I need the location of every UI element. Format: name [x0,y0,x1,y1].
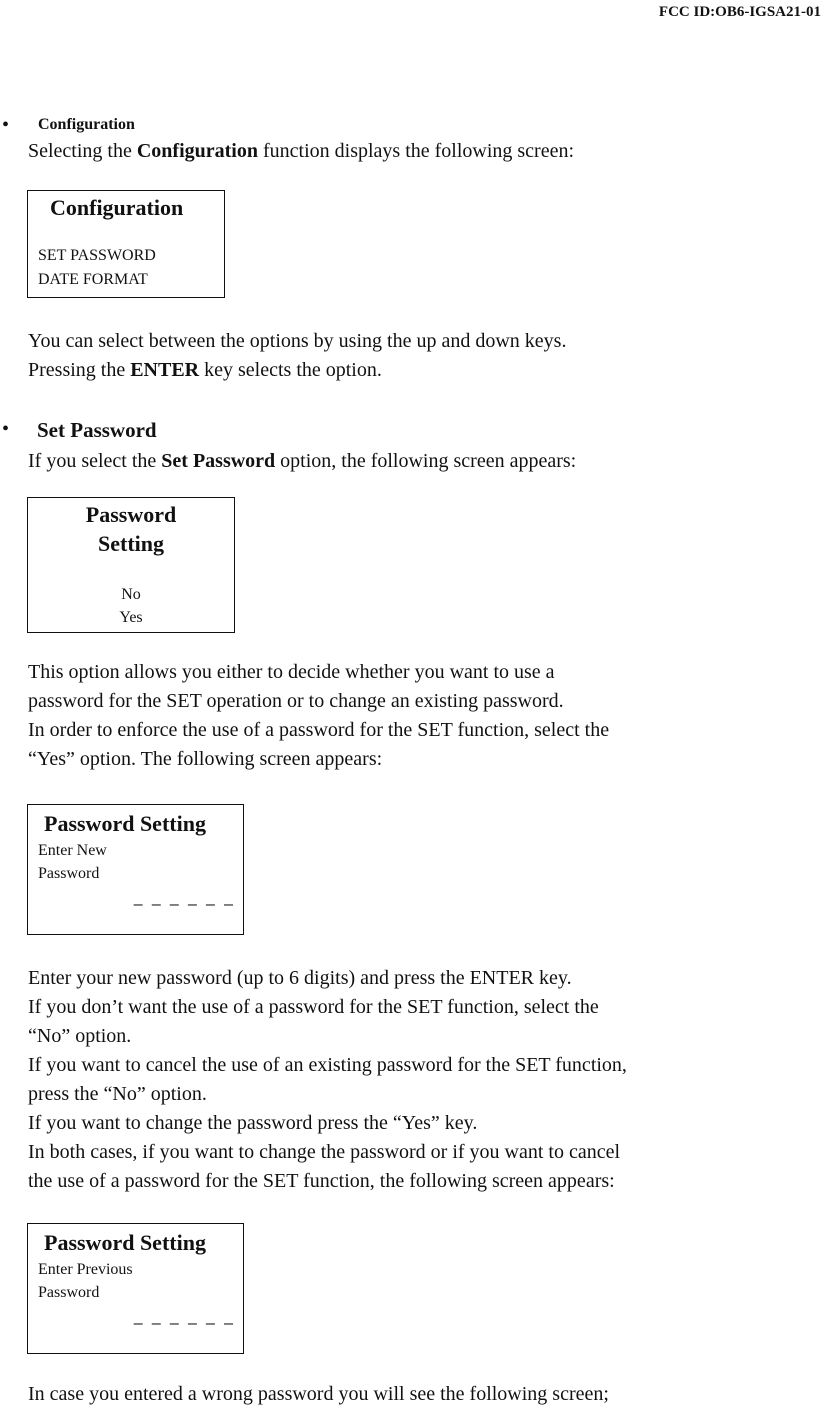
text-line: the use of a password for the SET function, the following screen appears: [28,1170,615,1192]
screen-title: Configuration [50,195,184,220]
password-digit-placeholder: – – – – – – [133,1314,233,1332]
screen-title: Password Setting [44,1230,206,1255]
heading-set-password: Set Password [37,418,157,442]
text-line: In order to enforce the use of a password for the SET function, select the [28,719,610,741]
text-line: Enter your new password (up to 6 digits) and press the ENTER key. [28,967,572,989]
screen-line: Password [38,1284,100,1301]
password-setting-screen [27,497,235,633]
text-line: In both cases, if you want to change the password or if you want to cancel [28,1141,621,1163]
text-bold: ENTER [130,359,200,381]
text-line: “No” option. [28,1025,132,1047]
screen-title-line2: Setting [98,531,164,556]
text-line: password for the SET operation or to change an existing password. [28,690,564,712]
set-password-intro [28,447,576,475]
bullet-set-password: • [2,418,10,440]
intro-text: function displays the following screen: [257,140,575,162]
fcc-id-header: FCC ID:OB6-IGSA21-01 [658,4,821,20]
option-yes: Yes [119,609,143,626]
option-date-format: DATE FORMAT [38,271,148,288]
screen-line: Password [38,865,100,882]
intro-text: Selecting the [28,140,137,162]
text-line [28,356,566,385]
password-digit-placeholder: – – – – – – [133,895,233,913]
configuration-intro [28,137,574,165]
enter-new-password-screen [27,804,244,935]
intro-text: option, the following screen appears: [275,450,577,472]
screen-line: Enter Previous [38,1261,133,1278]
text-line: “Yes” option. The following screen appears: [28,748,383,770]
intro-bold: Set Password [161,450,276,472]
option-no: No [121,586,141,603]
text-line: If you don’t want the use of a password for the SET function, select the [28,996,599,1018]
text-line: press the “No” option. [28,1083,207,1105]
intro-text: If you select the [28,450,162,472]
screen-title: Password Setting [44,811,206,836]
screen-title-line1: Password [85,502,177,527]
password-paragraph-3: In case you entered a wrong password you will see the following screen; [28,1383,609,1405]
password-paragraph-1 [28,658,609,774]
intro-bold: Configuration [136,140,258,162]
option-set-password: SET PASSWORD [38,247,156,264]
enter-previous-password-screen [27,1223,244,1354]
text-line: If you want to cancel the use of an existing password for the SET function, [28,1054,627,1076]
heading-configuration: Configuration [38,116,135,133]
password-paragraph-2 [28,964,627,1196]
text-line: You can select between the options by using the up and down keys. [28,330,567,352]
text-line: If you want to change the password press the “Yes” key. [28,1112,478,1134]
bullet-configuration: • [2,114,10,136]
text-line: This option allows you either to decide whether you want to use a [28,661,555,683]
text-run: key selects the option. [199,359,382,381]
configuration-screen [27,190,225,298]
configuration-after [28,327,566,385]
screen-line: Enter New [38,842,107,859]
text-run: Pressing the [28,359,131,381]
